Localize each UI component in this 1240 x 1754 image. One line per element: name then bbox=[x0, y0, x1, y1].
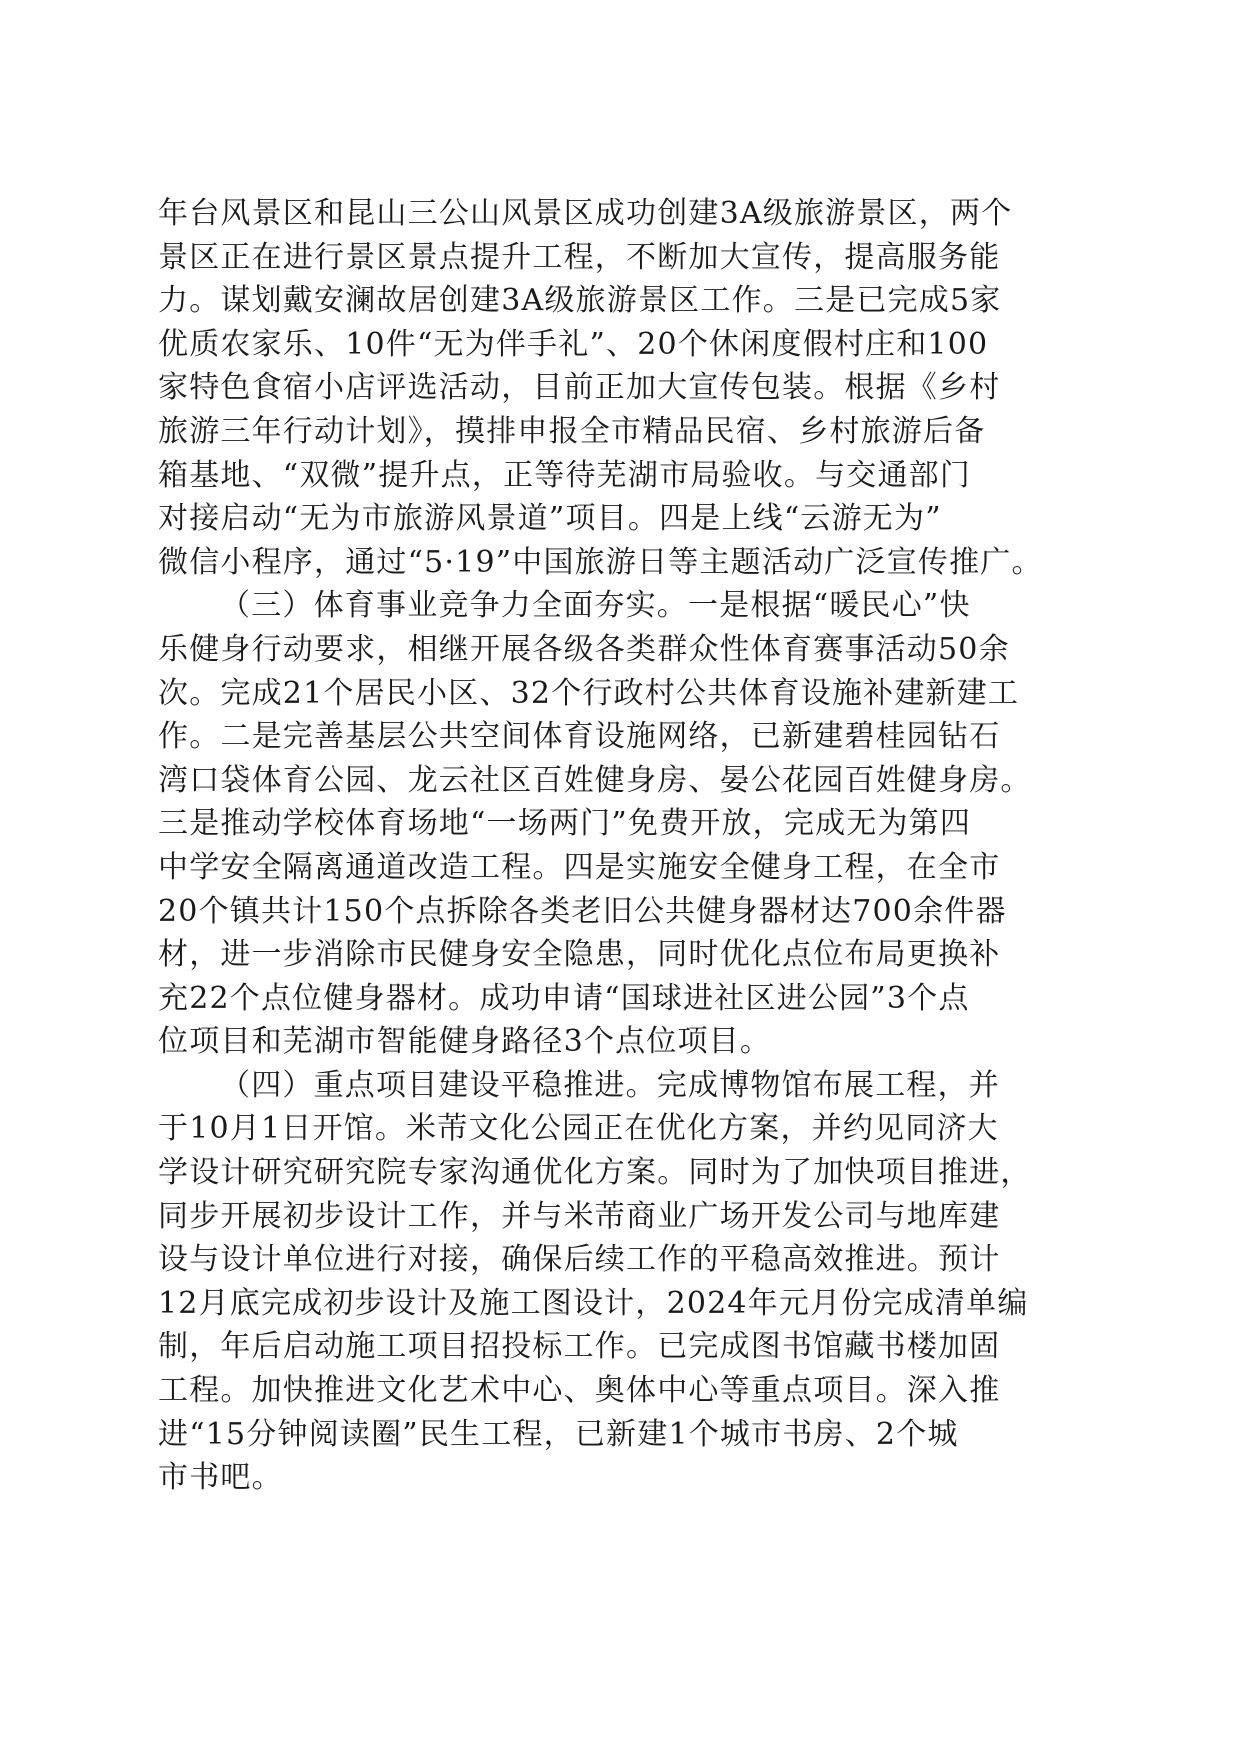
text-line: 乐健身行动要求，相继开展各级各类群众性体育赛事活动50余 bbox=[158, 631, 1010, 667]
text-line: 家特色食宿小店评选活动，目前正加大宣传包装。根据《乡村 bbox=[158, 370, 1001, 406]
text-line: 进“15分钟阅读圈”民生工程，已新建1个城市书房、2个城 bbox=[158, 1416, 959, 1452]
text-line: 20个镇共计150个点拆除各类老旧公共健身器材达700余件器 bbox=[158, 893, 1007, 929]
text-line: 制，年后启动施工项目招投标工作。已完成图书馆藏书楼加固 bbox=[158, 1329, 1001, 1365]
text-line: 市书吧。 bbox=[158, 1460, 283, 1496]
text-line: 力。谋划戴安澜故居创建3A级旅游景区工作。三是已完成5家 bbox=[158, 283, 1002, 319]
text-line: 12月底完成初步设计及施工图设计，2024年元月份完成清单编 bbox=[158, 1285, 1029, 1321]
text-line: 年台风景区和昆山三公山风景区成功创建3A级旅游景区，两个 bbox=[158, 196, 1013, 231]
text-line: 旅游三年行动计划》，摸排申报全市精品民宿、乡村旅游后备 bbox=[158, 413, 986, 449]
text-line: 湾口袋体育公园、龙云社区百姓健身房、晏公花园百姓健身房。 bbox=[158, 762, 1032, 798]
text-line: 材，进一步消除市民健身安全隐患，同时优化点位布局更换补 bbox=[158, 937, 1001, 973]
text-line: 对接启动“无为市旅游风景道”项目。四是上线“云游无为” bbox=[158, 501, 942, 537]
text-line: 同步开展初步设计工作，并与米芾商业广场开发公司与地库建 bbox=[158, 1198, 1001, 1234]
text-line: 次。完成21个居民小区、32个行政村公共体育设施补建新建工 bbox=[158, 675, 1020, 711]
text-line: 设与设计单位进行对接，确保后续工作的平稳高效推进。预计 bbox=[158, 1242, 1001, 1278]
text-line: 微信小程序，通过“5·19”中国旅游日等主题活动广泛宣传推广。 bbox=[158, 544, 1043, 580]
text-line: 优质农家乐、10件“无为伴手礼”、20个休闲度假村庄和100 bbox=[158, 326, 989, 362]
text-line: 位项目和芜湖市智能健身路径3个点位项目。 bbox=[158, 1024, 772, 1060]
text-line: 工程。加快推进文化艺术中心、奥体中心等重点项目。深入推 bbox=[158, 1373, 1001, 1409]
paragraph-sports bbox=[158, 584, 1088, 1064]
text-line: 三是推动学校体育场地“一场两门”免费开放，完成无为第四 bbox=[158, 806, 972, 842]
text-line: 充22个点位健身器材。成功申请“国球进社区进公园”3个点 bbox=[158, 980, 970, 1016]
text-line: 箱基地、“双微”提升点，正等待芜湖市局验收。与交通部门 bbox=[158, 457, 972, 493]
text-line: 景区正在进行景区景点提升工程，不断加大宣传，提高服务能 bbox=[158, 239, 1001, 275]
document-body bbox=[158, 192, 1088, 1500]
paragraph-key-projects bbox=[158, 1064, 1088, 1500]
text-line: 学设计研究研究院专家沟通优化方案。同时为了加快项目推进， bbox=[158, 1155, 1032, 1191]
paragraph-tourism-continued bbox=[158, 192, 1088, 584]
section-heading-line: （三）体育事业竞争力全面夯实。一是根据“暖民心”快 bbox=[220, 588, 971, 624]
text-line: 作。二是完善基层公共空间体育设施网络，已新建碧桂园钻石 bbox=[158, 719, 1001, 755]
text-line: 中学安全隔离通道改造工程。四是实施安全健身工程，在全市 bbox=[158, 849, 1001, 885]
text-line: 于10月1日开馆。米芾文化公园正在优化方案，并约见同济大 bbox=[158, 1111, 999, 1147]
section-heading-line: （四）重点项目建设平稳推进。完成博物馆布展工程，并 bbox=[220, 1067, 1000, 1103]
